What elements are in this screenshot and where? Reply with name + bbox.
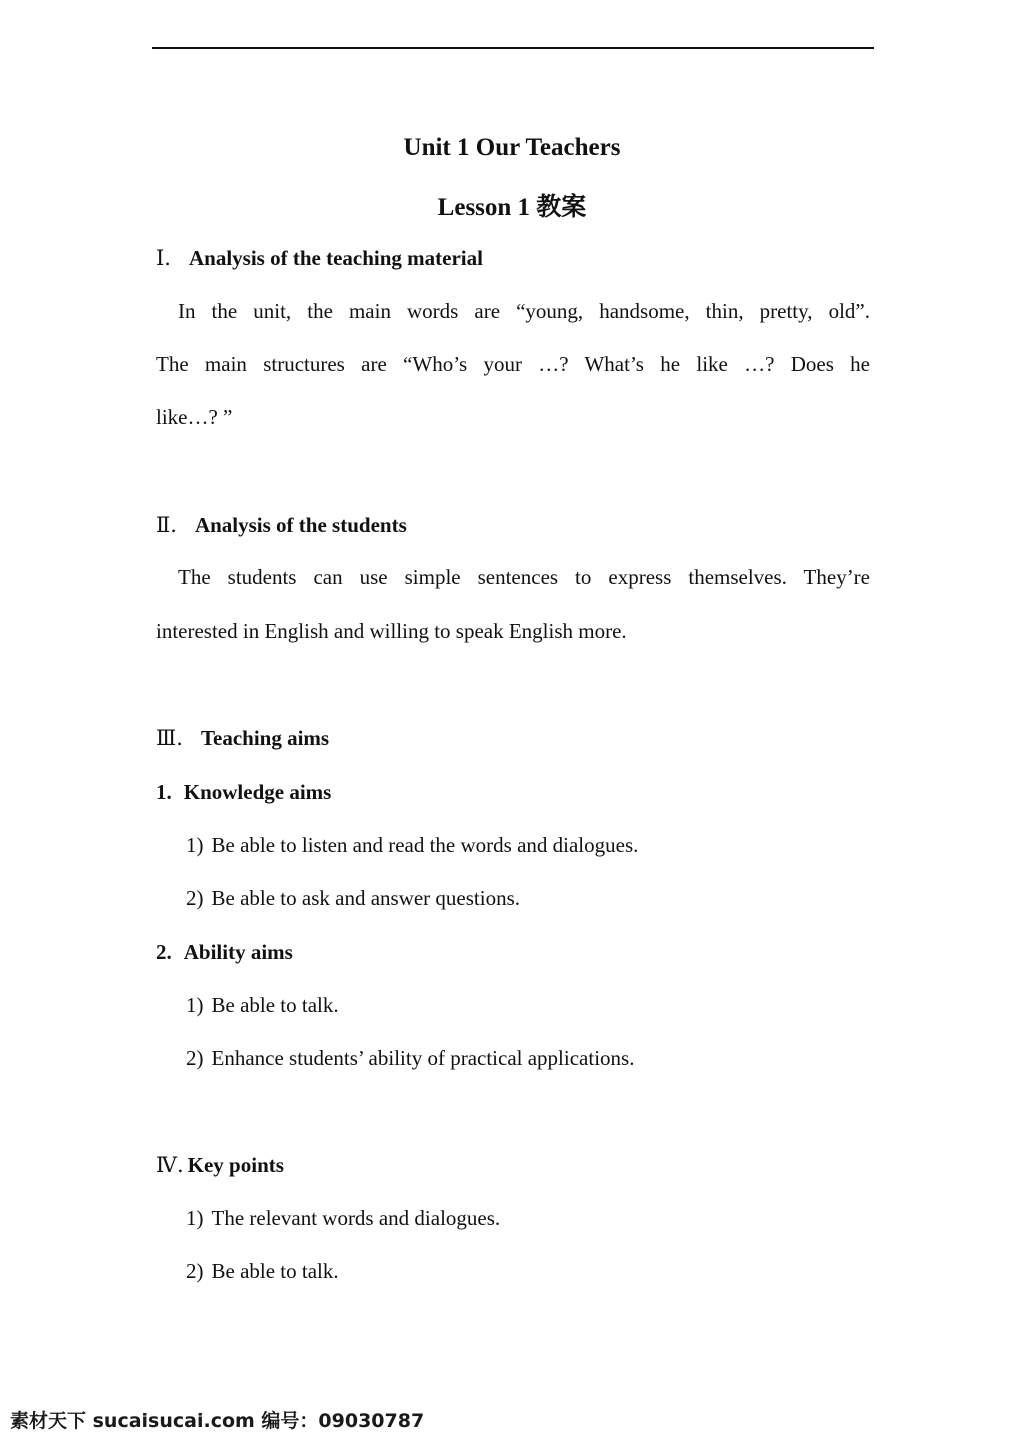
list-item-text: Enhance students’ ability of practical applications.: [211, 1046, 635, 1070]
section-1-title: Analysis of the teaching material: [188, 246, 483, 270]
document-subtitle: Lesson 1 教案: [437, 194, 587, 221]
list-item-number: 1): [186, 993, 204, 1017]
subsection-number: 2.: [156, 940, 172, 964]
section-2-title: Analysis of the students: [194, 513, 407, 537]
list-item: [186, 831, 638, 859]
list-item-number: 1): [186, 833, 204, 857]
list-item-text: Be able to talk.: [211, 1259, 339, 1283]
subsection-knowledge-aims: [156, 778, 331, 806]
list-item-text: The relevant words and dialogues.: [211, 1206, 501, 1230]
list-item: [186, 1204, 500, 1232]
header-rule: [152, 47, 874, 49]
subsection-title: Ability aims: [183, 940, 293, 964]
list-item-number: 2): [186, 1259, 204, 1283]
section-1-numeral: Ⅰ.: [156, 246, 171, 270]
list-item-text: Be able to talk.: [211, 993, 339, 1017]
list-item: [186, 884, 520, 912]
list-item-text: Be able to ask and answer questions.: [211, 886, 521, 910]
section-2-paragraph-line-2: interested in English and willing to speak English more.: [156, 619, 627, 643]
section-3-title: Teaching aims: [200, 726, 330, 750]
document-title: Unit 1 Our Teachers: [403, 134, 621, 161]
list-item-number: 2): [186, 886, 204, 910]
subsection-title: Knowledge aims: [183, 780, 332, 804]
section-2-numeral: Ⅱ.: [156, 513, 177, 537]
list-item-number: 1): [186, 1206, 204, 1230]
section-4-title: Key points: [187, 1153, 284, 1177]
list-item-number: 2): [186, 1046, 204, 1070]
subsection-ability-aims: [156, 938, 293, 966]
section-4-heading: [156, 1151, 284, 1179]
list-item: [186, 1257, 339, 1285]
section-2-paragraph-line-1: The students can use simple sentences to express themselves. They’re: [178, 565, 870, 589]
list-item-text: Be able to listen and read the words and dialogues.: [211, 833, 639, 857]
section-4-numeral: Ⅳ.: [156, 1153, 184, 1177]
section-1-paragraph-line-1: In the unit, the main words are “young, handsome, thin, pretty, old”.: [178, 299, 870, 323]
watermark-text: 素材天下 sucaisucai.com 编号：09030787: [10, 1410, 425, 1432]
section-1-heading: [156, 244, 483, 272]
section-3-heading: [156, 724, 329, 752]
list-item: [186, 1044, 634, 1072]
subsection-number: 1.: [156, 780, 172, 804]
list-item: [186, 991, 339, 1019]
section-2-heading: [156, 511, 407, 539]
section-1-paragraph-line-3: like…? ”: [156, 405, 233, 429]
section-3-numeral: Ⅲ.: [156, 726, 183, 750]
section-1-paragraph-line-2: The main structures are “Who’s your …? What’s he like …? Does he: [156, 352, 870, 376]
